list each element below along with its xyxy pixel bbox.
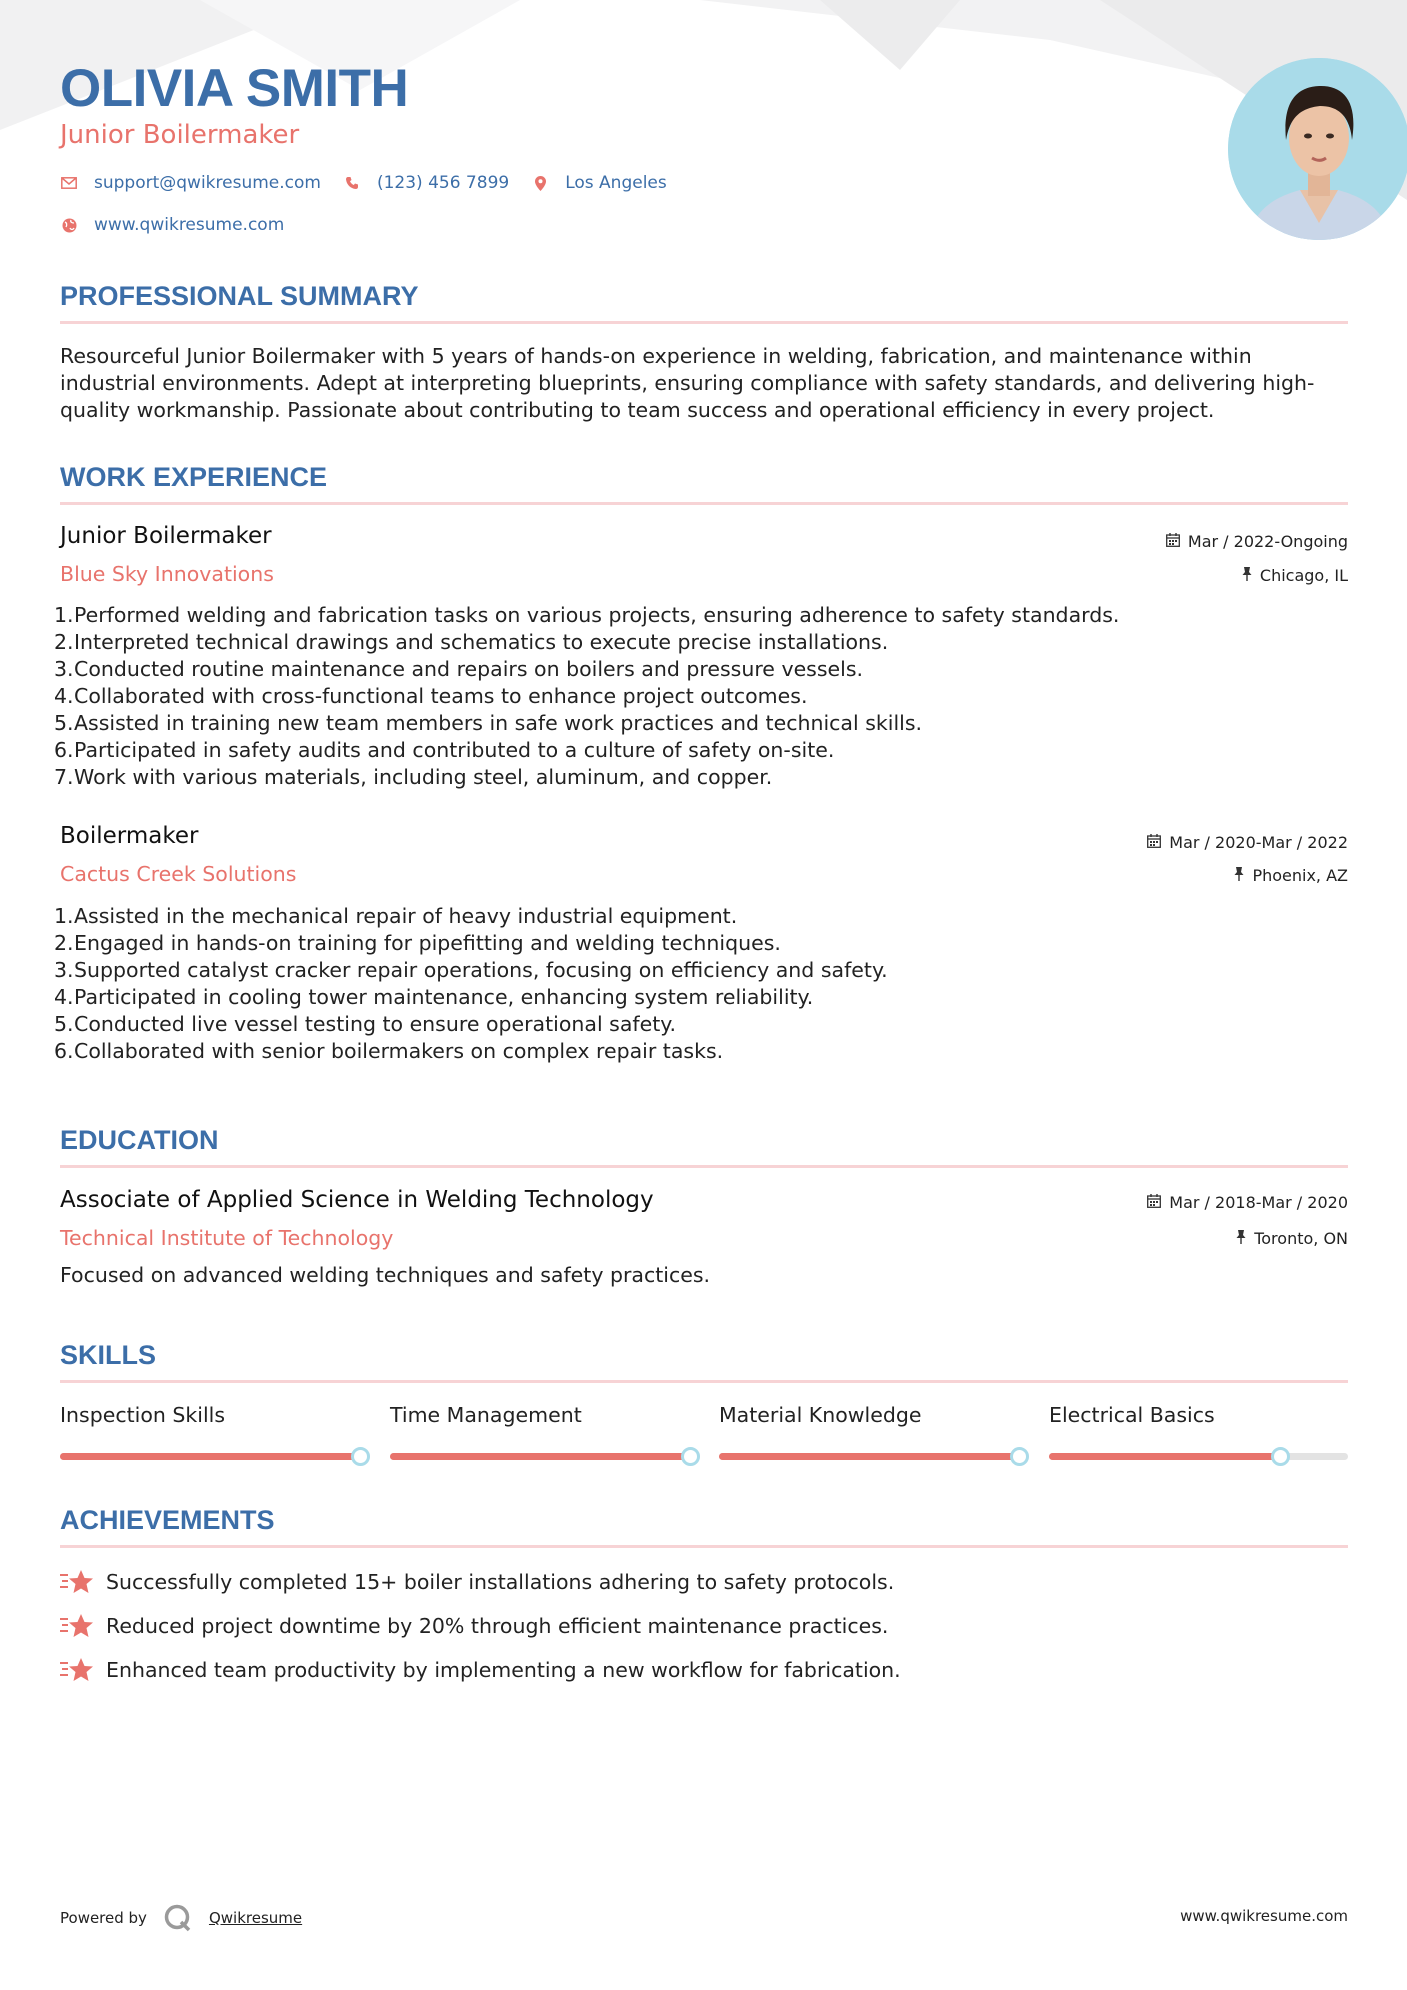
summary-line: industrial environments. Adept at interpreting blueprints, ensuring compliance with safety standards, and delivering high- <box>60 371 1315 395</box>
date-range: Mar / 2018-Mar / 2020 <box>1169 1193 1348 1212</box>
list-item: 7. Work with various materials, including steel, aluminum, and copper. <box>54 765 773 789</box>
list-item: 4. Participated in cooling tower maintenance, enhancing system reliability. <box>54 985 814 1009</box>
pushpin-icon <box>1236 1230 1246 1248</box>
job-dates <box>1166 532 1348 551</box>
location-text: Chicago, IL <box>1259 566 1348 585</box>
footer <box>60 1895 1348 1935</box>
profile-photo <box>1228 58 1407 240</box>
job-title: Boilermaker <box>60 823 199 849</box>
section-divider <box>60 1380 1348 1383</box>
skill-bar-fill <box>60 1453 360 1460</box>
list-item: 4. Collaborated with cross-functional teams to enhance project outcomes. <box>54 684 808 708</box>
skill-bar-fill <box>1049 1453 1280 1460</box>
job-location <box>1242 566 1348 585</box>
skill-bar-fill <box>390 1453 690 1460</box>
section-divider <box>60 321 1348 324</box>
calendar-icon <box>1166 533 1180 551</box>
section-title-skills: SKILLS <box>60 1340 157 1370</box>
job-duties-list <box>54 903 1344 1065</box>
skill-label: Inspection Skills <box>60 1403 226 1427</box>
star-icon <box>60 1613 94 1639</box>
achievement-text: Successfully completed 15+ boiler installations adhering to safety protocols. <box>106 1570 895 1594</box>
education-dates <box>1147 1193 1348 1212</box>
contact-row-primary <box>60 173 689 193</box>
degree-title: Associate of Applied Science in Welding Technology <box>60 1187 654 1213</box>
job-location <box>1234 866 1348 885</box>
job-title: Junior Boilermaker <box>60 523 272 549</box>
skill-item <box>60 1403 370 1427</box>
globe-icon <box>60 218 78 233</box>
pushpin-icon <box>1242 567 1252 585</box>
powered-by <box>60 1903 302 1933</box>
skill-bar-track <box>719 1453 1029 1460</box>
skill-bar-knob <box>351 1447 370 1466</box>
job-duties-list <box>54 602 1344 791</box>
summary-line: quality workmanship. Passionate about contributing to team success and operational efficiency in every project. <box>60 398 1215 422</box>
job-dates <box>1147 833 1348 852</box>
list-item: 2. Interpreted technical drawings and schematics to execute precise installations. <box>54 630 889 654</box>
candidate-role: Junior Boilermaker <box>60 120 300 150</box>
calendar-icon <box>1147 1194 1161 1212</box>
skill-bar-track <box>1049 1453 1348 1460</box>
company-name: Cactus Creek Solutions <box>60 862 297 886</box>
date-range: Mar / 2020-Mar / 2022 <box>1169 833 1348 852</box>
list-item: 3. Conducted routine maintenance and repairs on boilers and pressure vessels. <box>54 657 864 681</box>
skill-item <box>1049 1403 1359 1427</box>
skill-label: Electrical Basics <box>1049 1403 1215 1427</box>
star-icon <box>60 1569 94 1595</box>
skill-item <box>390 1403 700 1427</box>
list-item: 6. Participated in safety audits and contributed to a culture of safety on-site. <box>54 738 835 762</box>
section-title-achievements: ACHIEVEMENTS <box>60 1505 275 1535</box>
calendar-icon <box>1147 834 1161 852</box>
section-title-education: EDUCATION <box>60 1125 219 1155</box>
list-item: 2. Engaged in hands-on training for pipefitting and welding techniques. <box>54 931 781 955</box>
list-item: 1. Performed welding and fabrication tasks on various projects, ensuring adherence to safety standards. <box>54 603 1120 627</box>
company-name: Blue Sky Innovations <box>60 562 274 586</box>
skill-bar-track <box>390 1453 700 1460</box>
website-link[interactable]: www.qwikresume.com <box>94 215 285 235</box>
skill-bar-fill <box>719 1453 1019 1460</box>
skill-bar-knob <box>1271 1447 1290 1466</box>
pushpin-icon <box>1234 867 1244 885</box>
school-name: Technical Institute of Technology <box>60 1226 394 1250</box>
list-item: 3. Supported catalyst cracker repair operations, focusing on efficiency and safety. <box>54 958 888 982</box>
envelope-icon <box>60 177 78 189</box>
education-location <box>1236 1229 1348 1248</box>
section-title-experience: WORK EXPERIENCE <box>60 462 328 492</box>
achievement-item <box>60 1569 894 1595</box>
skill-label: Time Management <box>390 1403 582 1427</box>
email-link[interactable]: support@qwikresume.com <box>94 173 321 193</box>
location-text: Phoenix, AZ <box>1252 866 1348 885</box>
skill-bar-knob <box>1010 1447 1029 1466</box>
section-divider <box>60 502 1348 505</box>
list-item: 1. Assisted in the mechanical repair of heavy industrial equipment. <box>54 904 738 928</box>
candidate-name: OLIVIA SMITH <box>60 59 409 118</box>
achievement-item <box>60 1657 901 1683</box>
star-icon <box>60 1657 94 1683</box>
date-range: Mar / 2022-Ongoing <box>1187 532 1348 551</box>
skill-label: Material Knowledge <box>719 1403 922 1427</box>
list-item: 6. Collaborated with senior boilermakers on complex repair tasks. <box>54 1039 724 1063</box>
qwikresume-link[interactable]: Qwikresume <box>208 1909 303 1927</box>
achievement-text: Enhanced team productivity by implementing a new workflow for fabrication. <box>106 1658 901 1682</box>
summary-line: Resourceful Junior Boilermaker with 5 years of hands-on experience in welding, fabrication, and maintenance within <box>60 344 1252 368</box>
skill-bar-track <box>60 1453 370 1460</box>
section-divider <box>60 1545 1348 1548</box>
phone-icon <box>343 176 361 190</box>
footer-website-link[interactable]: www.qwikresume.com <box>1180 1907 1348 1925</box>
education-description: Focused on advanced welding techniques and safety practices. <box>60 1263 711 1287</box>
list-item: 5. Assisted in training new team members in safe work practices and technical skills. <box>54 711 923 735</box>
list-item: 5. Conducted live vessel testing to ensure operational safety. <box>54 1012 676 1036</box>
section-title-summary: PROFESSIONAL SUMMARY <box>60 281 419 311</box>
location-text: Toronto, ON <box>1254 1229 1348 1248</box>
powered-by-label: Powered by <box>60 1909 147 1927</box>
map-marker-icon <box>531 176 549 191</box>
achievement-text: Reduced project downtime by 20% through efficient maintenance practices. <box>106 1614 889 1638</box>
section-divider <box>60 1165 1348 1168</box>
summary-text <box>60 343 1348 424</box>
location-text: Los Angeles <box>565 173 667 193</box>
skill-bar-knob <box>681 1447 700 1466</box>
achievement-item <box>60 1613 888 1639</box>
phone-number[interactable]: (123) 456 7899 <box>376 173 510 193</box>
contact-row-secondary <box>60 215 306 235</box>
qwikresume-logo-icon <box>163 1903 193 1933</box>
skill-item <box>719 1403 1029 1427</box>
